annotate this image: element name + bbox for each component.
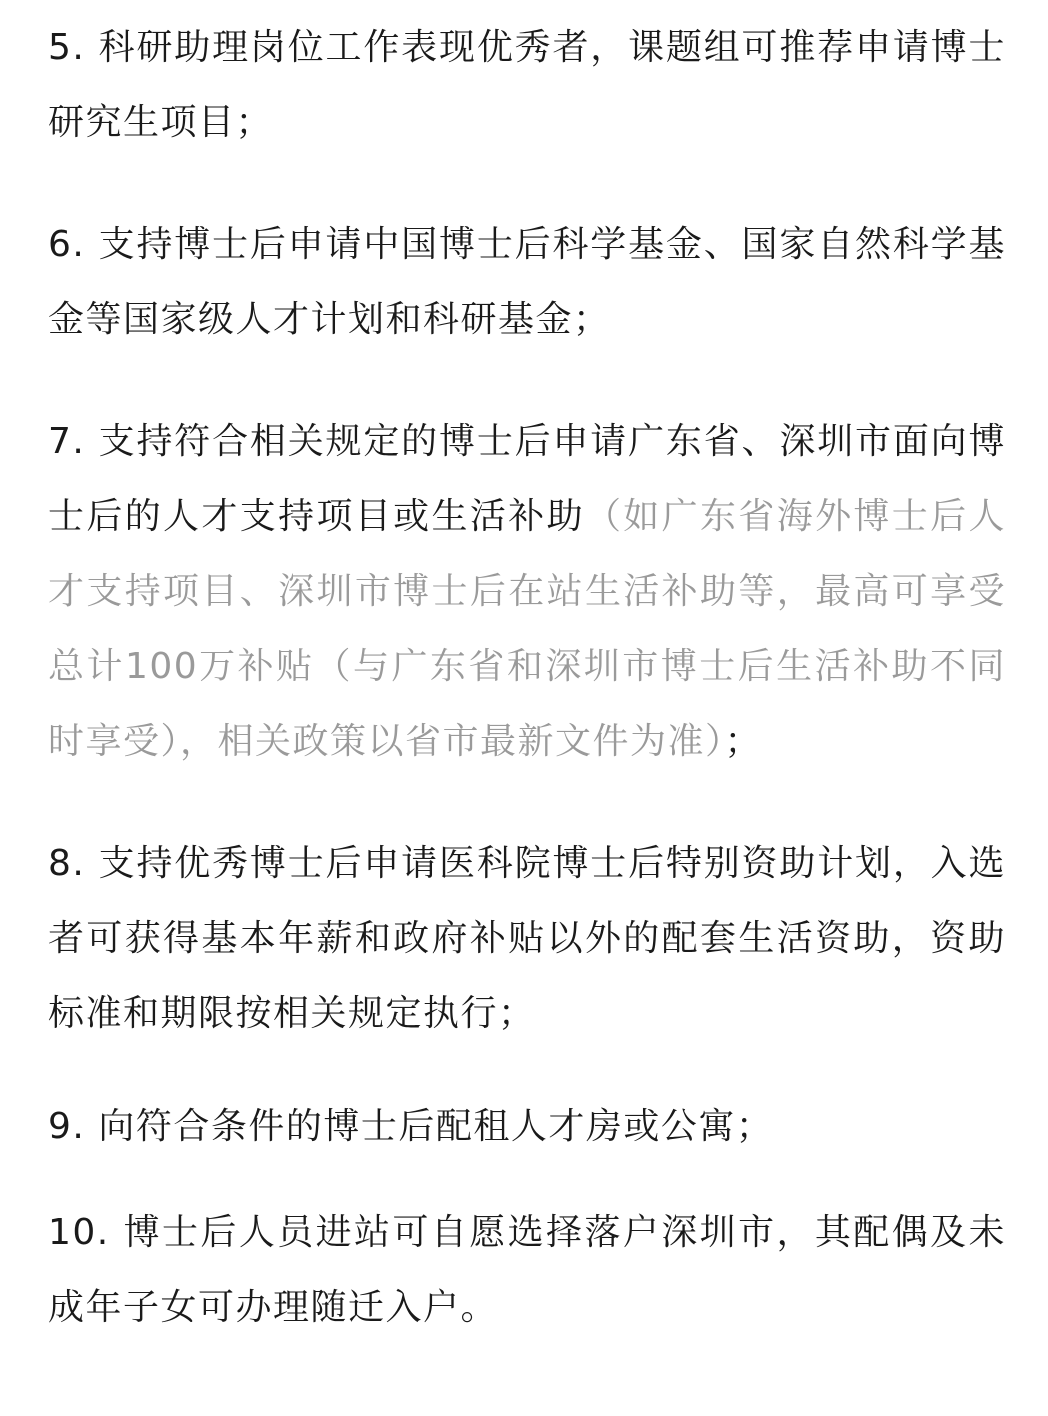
item-text: 科研助理岗位工作表现优秀者，课题组可推荐申请博士研究生项目； [48,27,1006,143]
list-item-7 [48,404,1006,779]
item-tail: ； [724,721,763,762]
item-number: 10. [48,1212,110,1253]
item-text: 支持优秀博士后申请医科院博士后特别资助计划，入选者可获得基本年薪和政府补贴以外的配套生活资助，资助标准和期限按相关规定执行； [48,843,1006,1034]
item-number: 9. [48,1106,86,1147]
item-number: 5. [48,27,86,68]
item-note: （如广东省海外博士后人才支持项目、深圳市博士后在站生活补助等，最高可享受总计100万补贴（与广东省和深圳市博士后生活补助不同时享受），相关政策以省市最新文件为准） [48,496,1006,762]
item-text: 博士后人员进站可自愿选择落户深圳市，其配偶及未成年子女可办理随迁入户。 [48,1212,1006,1328]
item-text: 向符合条件的博士后配租人才房或公寓； [98,1106,774,1147]
item-number: 6. [48,224,86,265]
item-number: 7. [48,421,86,462]
list-item-5 [48,10,1006,160]
list-item-9 [48,1089,1006,1164]
list-item-10 [48,1195,1006,1345]
item-text: 支持符合相关规定的博士后申请广东省、深圳市面向博士后的人才支持项目或生活补助 [48,421,1006,537]
list-item-8 [48,826,1006,1051]
item-text: 支持博士后申请中国博士后科学基金、国家自然科学基金等国家级人才计划和科研基金； [48,224,1006,340]
item-number: 8. [48,843,86,884]
document-body [48,10,1006,1345]
list-item-6 [48,207,1006,357]
